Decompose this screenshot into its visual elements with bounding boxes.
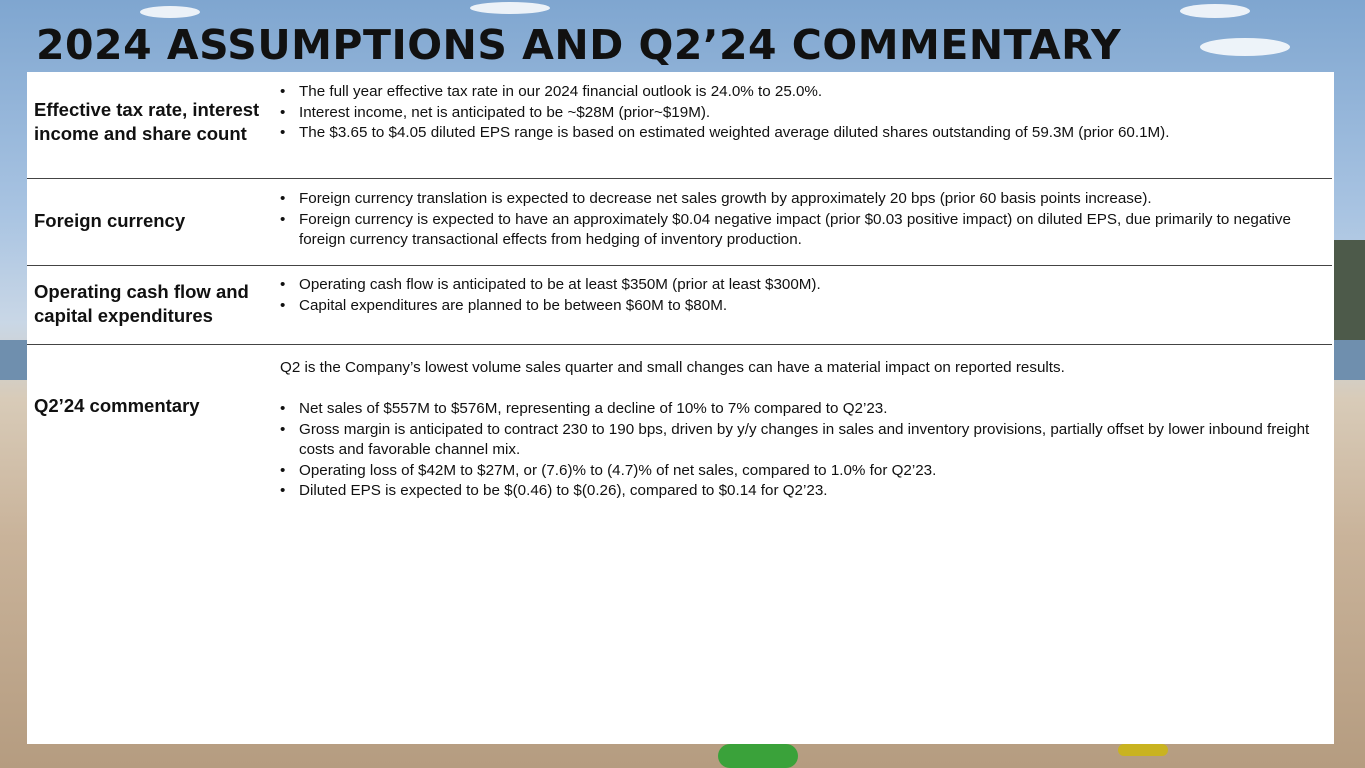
row-label: Operating cash flow and capital expenditures [34,281,249,326]
list-item: • Operating loss of $42M to $27M, or (7.6)% to (4.7)% of net sales, compared to 1.0% for Q2’23. [280,461,1325,482]
list-item: • Operating cash flow is anticipated to be at least $350M (prior at least $300M). [280,275,1325,296]
bullet-list [280,399,1325,502]
page-title: 2024 ASSUMPTIONS AND Q2’24 COMMENTARY [36,21,1122,69]
table-row [27,266,1332,345]
background-sea [0,340,27,380]
background-sea [1334,340,1365,380]
background-cloud [1180,4,1250,18]
row-body [280,275,1325,316]
background-object [1118,744,1168,756]
row-body [280,82,1325,144]
list-item: • Net sales of $557M to $576M, representing a decline of 10% to 7% compared to Q2’23. [280,399,1325,420]
row-body [280,358,1325,502]
table-row [27,345,1332,744]
table-row [27,72,1332,179]
background-cloud [140,6,200,18]
bullet-list [280,189,1325,251]
row-label: Foreign currency [34,210,186,231]
background-cloud [1200,38,1290,56]
commentary-intro: Q2 is the Company’s lowest volume sales quarter and small changes can have a material impact on reported results. [280,359,1065,376]
row-label: Effective tax rate, interest income and share count [34,99,260,144]
list-item: • Foreign currency translation is expected to decrease net sales growth by approximately 20 bps (prior 60 basis points increase). [280,189,1325,210]
list-item: • The $3.65 to $4.05 diluted EPS range is based on estimated weighted average diluted shares outstanding of 59.3M (prior 60.1M). [280,123,1325,144]
list-item: • Gross margin is anticipated to contract 230 to 190 bps, driven by y/y changes in sales and inventory provisions, partially offset by lower inbound freight costs and favorable channel mix. [280,420,1325,461]
table-row [27,179,1332,266]
list-item: • Capital expenditures are planned to be between $60M to $80M. [280,296,1325,317]
content-panel [27,72,1334,744]
list-item: • Foreign currency is expected to have an approximately $0.04 negative impact (prior $0.03 positive impact) on diluted EPS, due primarily to negative foreign currency transactional effects from hedging of inventory production. [280,210,1325,251]
list-item: • The full year effective tax rate in our 2024 financial outlook is 24.0% to 25.0%. [280,82,1325,103]
bullet-list [280,275,1325,316]
row-label: Q2’24 commentary [34,395,200,416]
bullet-list [280,82,1325,144]
list-item: • Diluted EPS is expected to be $(0.46) to $(0.26), compared to $0.14 for Q2’23. [280,481,1325,502]
list-item: • Interest income, net is anticipated to be ~$28M (prior~$19M). [280,103,1325,124]
background-hill [1334,240,1365,340]
background-object [718,744,798,768]
row-body [280,189,1325,251]
background-cloud [470,2,550,14]
